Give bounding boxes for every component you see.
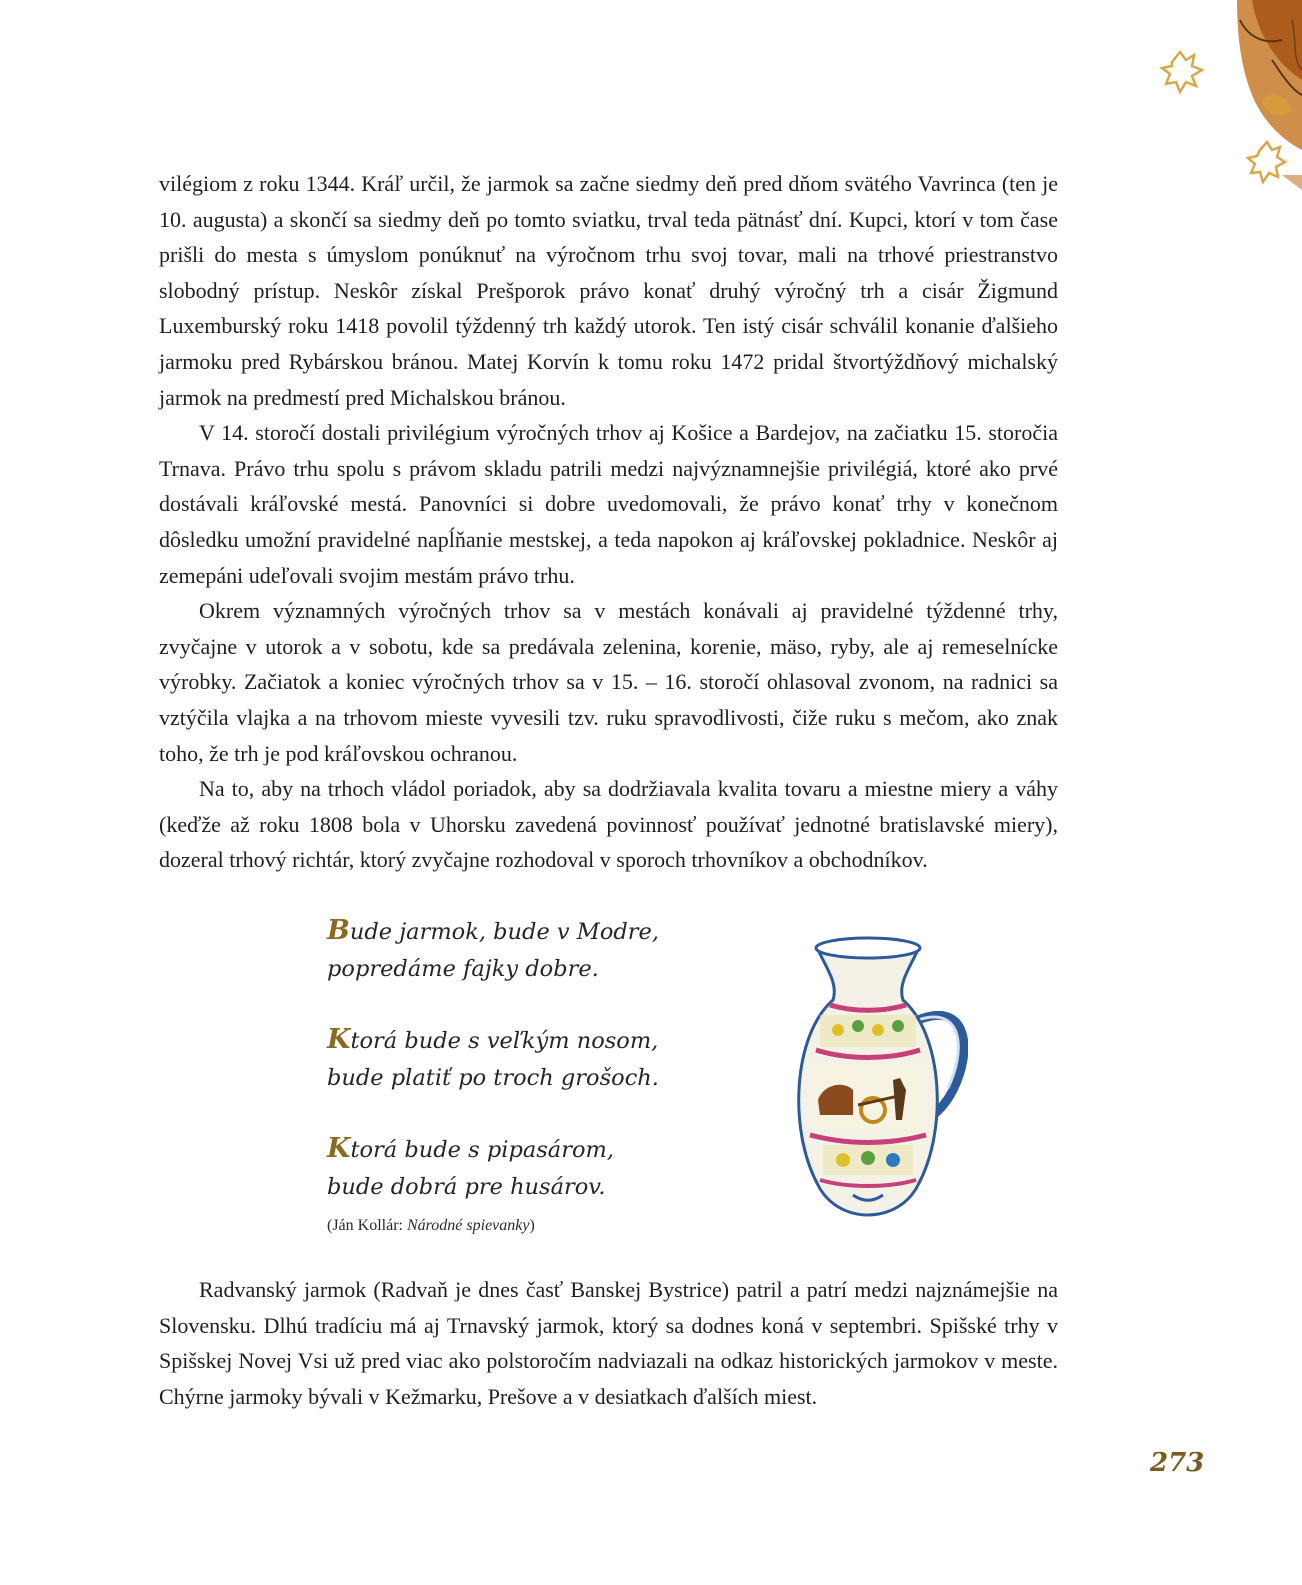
body-text xyxy=(159,166,1058,878)
autumn-leaves-illustration xyxy=(1142,0,1302,200)
poem-stanza-3 xyxy=(327,1130,727,1206)
drop-initial: K xyxy=(327,1024,351,1055)
paragraph-1: vilégiom z roku 1344. Kráľ určil, že jarmok sa začne siedmy deň pred dňom svätého Vavrinca (ten je 10. augusta) a skončí sa siedmy deň po tomto sviatku, trval teda pätnásť dní. Kupci, ktorí v tom čase prišli do mesta s úmyslom ponúknuť na výročnom trhu svoj tovar, mali na trhové priestranstvo slobodný prístup. Neskôr získal Prešporok právo konať druhý výročný trh a cisár Žigmund Luxemburský roku 1418 povolil týždenný trh každý utorok. Ten istý cisár schválil konanie ďalšieho jarmoku pred Rybárskou bránou. Matej Korvín k tomu roku 1472 pridal štvortýždňový michalský jarmok na predmestí pred Michalskou bránou. xyxy=(159,171,1058,410)
poem xyxy=(327,912,727,1239)
poem-line: bude platiť po troch grošoch. xyxy=(327,1065,659,1091)
poem-line xyxy=(327,1021,727,1060)
poem-line-text: torá bude s pipasárom, xyxy=(350,1137,615,1163)
closing-text xyxy=(159,1272,1058,1414)
poem-line: bude dobrá pre husárov. xyxy=(327,1174,606,1200)
source-title: Národné spievanky xyxy=(406,1217,530,1234)
paragraph-2: V 14. storočí dostali privilégium výročných trhov aj Košice a Bardejov, na začiatku 15. storočia Trnava. Právo trhu spolu s právom skladu patrili medzi najvýznamnejšie privilégiá, ktoré ako prvé dostávali kráľovské mestá. Panovníci si dobre uvedomovali, že právo konať trhy v konečnom dôsledku umožní pravidelné napĺňanie mestskej, a teda napokon aj kráľovskej pokladnice. Neskôr aj zemepáni udeľovali svojim mestám právo trhu. xyxy=(159,420,1058,588)
poem-line xyxy=(327,912,727,951)
painted-folk-jug-illustration xyxy=(768,930,968,1220)
source-close: ) xyxy=(529,1217,535,1234)
source-author: (Ján Kollár: xyxy=(327,1217,407,1234)
poem-line-text: torá bude s veľkým nosom, xyxy=(350,1028,659,1054)
closing-paragraph: Radvanský jarmok (Radvaň je dnes časť Banskej Bystrice) patril a patrí medzi najznámejšie na Slovensku. Dlhú tradíciu má aj Trnavský jarmok, ktorý sa dodnes koná v septembri. Spišské trhy v Spišskej Novej Vsi už pred viac ako polstoročím nadviazali na odkaz historických jarmokov v meste. Chýrne jarmoky bývali v Kežmarku, Prešove a v desiatkach ďalších miest. xyxy=(159,1277,1058,1409)
drop-initial: B xyxy=(327,915,350,946)
poem-line: popredáme fajky dobre. xyxy=(327,956,599,982)
poem-line xyxy=(327,1130,727,1169)
paragraph-3: Okrem významných výročných trhov sa v mestách konávali aj pravidelné týždenné trhy, zvyčajne v utorok a v sobotu, kde sa predávala zelenina, korenie, mäso, ryby, ale aj remeselnícke výrobky. Začiatok a koniec výročných trhov sa v 15. – 16. storočí ohlasoval zvonom, na radnici sa vztýčila vlajka a na trhovom mieste vyvesili tzv. ruku spravodlivosti, čiže ruku s mečom, ako znak toho, že trh je pod kráľovskou ochranou. xyxy=(159,598,1058,766)
drop-initial: K xyxy=(327,1133,351,1164)
poem-source xyxy=(327,1217,535,1235)
page-number: 273 xyxy=(1150,1448,1205,1478)
poem-stanza-2 xyxy=(327,1021,727,1097)
poem-stanza-1 xyxy=(327,912,727,988)
paragraph-4: Na to, aby na trhoch vládol poriadok, aby sa dodržiavala kvalita tovaru a miestne miery a váhy (keďže až roku 1808 bola v Uhorsku zavedená povinnosť používať jednotné bratislavské miery), dozeral trhový richtár, ktorý zvyčajne rozhodoval v sporoch trhovníkov a obchodníkov. xyxy=(159,776,1058,873)
poem-line-text: ude jarmok, bude v Modre, xyxy=(349,919,659,945)
